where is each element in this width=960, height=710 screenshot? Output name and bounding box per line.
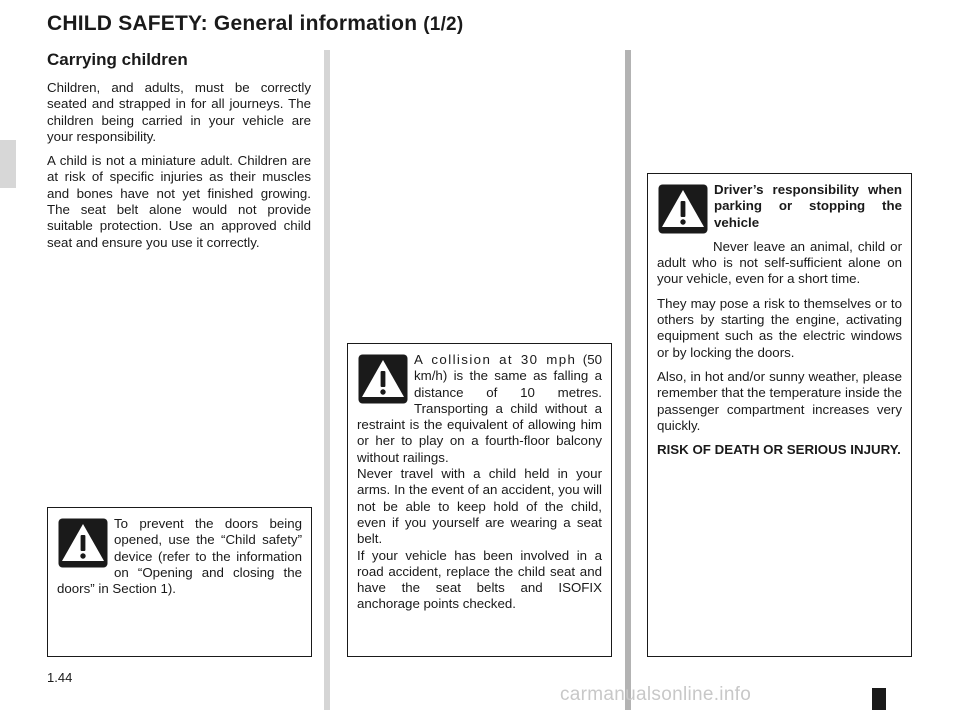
column-divider-left xyxy=(324,50,330,710)
driver-paragraph-1: Never leave an animal, child or adult who is not self-sufficient alone on your vehicle, even for a short time. xyxy=(657,238,902,287)
warning-doors-text: To prevent the doors being opened, use the “Child safety” device (refer to the information on “Opening and closing the doors” in Section 1). xyxy=(57,516,302,597)
warning-triangle-icon xyxy=(58,518,108,568)
section-heading: Carrying children xyxy=(47,50,188,69)
page-corner-marker xyxy=(872,688,886,710)
page-part: (1/2) xyxy=(423,14,464,35)
carrying-children-section xyxy=(47,50,311,259)
section-tab-marker xyxy=(0,140,16,188)
driver-risk-alert: RISK OF DEATH OR SERIOUS INJURY. xyxy=(657,442,901,458)
driver-paragraph-3: Also, in hot and/or sunny weather, please remember that the temperature inside the passenger compartment increases very quickly. xyxy=(657,368,902,433)
warning-box-doors xyxy=(47,507,312,657)
warning-triangle-icon xyxy=(658,184,708,234)
column-divider-right xyxy=(625,50,631,710)
section-paragraph-1: Children, and adults, must be correctly seated and strapped in for all journeys. The children being carried in your vehicle are your responsibility. xyxy=(47,80,311,144)
collision-text-3: If your vehicle has been involved in a road accident, replace the child seat and have the seat belts and ISOFIX anchorage points checked. xyxy=(357,547,602,612)
warning-triangle-icon xyxy=(358,354,408,404)
driver-paragraph-2: They may pose a risk to themselves or to others by starting the engine, activating equipment such as the electric windows or by locking the doors. xyxy=(657,295,902,360)
page-number: 1.44 xyxy=(47,670,73,685)
warning-box-driver xyxy=(647,173,912,657)
collision-text-1: (50 km/h) is the same as falling a distance of 10 metres. Transporting a child without a restraint is the equivalent of allowing him or her to play on a fourth-floor balcony without railings. xyxy=(357,352,603,465)
driver-heading: Driver’s responsibility when parking or stopping the vehicle xyxy=(714,182,902,230)
section-paragraph-2: A child is not a miniature adult. Children are at risk of specific injuries as their muscles and bones have not yet finished growing. The seat belt alone would not provide suitable protection. Use an approved child seat and ensure you use it correctly. xyxy=(47,153,311,250)
watermark: carmanualsonline.info xyxy=(560,684,752,705)
collision-lead: A collision at 30 mph xyxy=(414,352,577,367)
page-title: CHILD SAFETY: General information (1/2) xyxy=(47,12,464,35)
warning-box-collision xyxy=(347,343,612,657)
collision-text-2: Never travel with a child held in your arms. In the event of an accident, you will not be able to keep hold of the child, even if you yourself are wearing a seat belt. xyxy=(357,466,602,547)
